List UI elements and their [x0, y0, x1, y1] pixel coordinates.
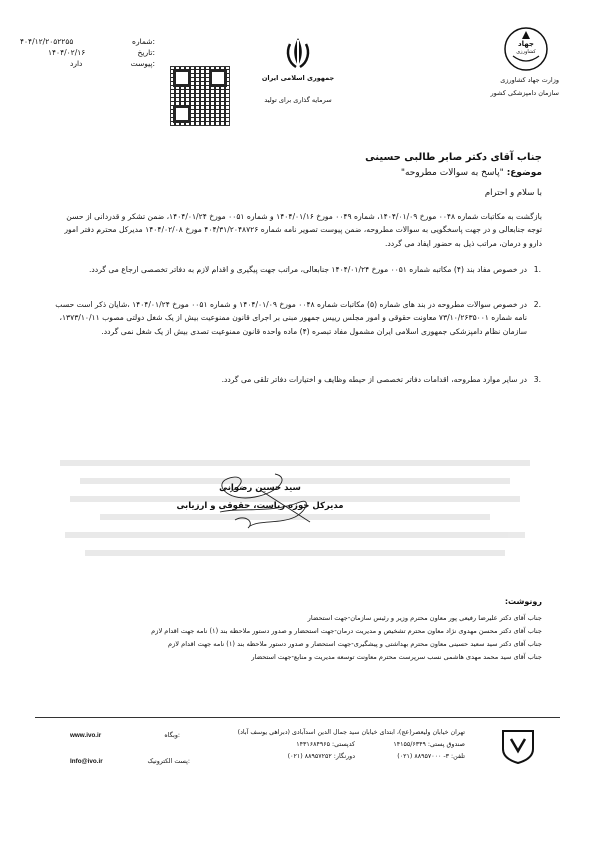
signatory-title: مدیرکل حوزه ریاست، حقوقی و ارزیابی — [176, 501, 344, 511]
cc-line: جناب آقای دکتر سید سعید حسینی معاون محترم بهداشتی و پیشگیری-جهت استحضار و صدور دستور ملاحظه بند (۱) نامه جهت اقدام لازم — [168, 640, 542, 648]
addressee: جناب آقای دکتر صابر طالبی حسینی — [365, 152, 542, 163]
cc-line: جناب آقای سید محمد مهدی هاشمی نسب سرپرست محترم معاونت توسعه مدیریت و منابع-جهت استحضار — [251, 653, 542, 661]
list-item — [55, 263, 541, 276]
footer-contact — [70, 730, 190, 770]
footer-logo — [487, 727, 549, 767]
cc-list — [32, 612, 542, 664]
letter-number-label: :شماره — [132, 37, 155, 46]
item-text: در خصوص سوالات مطروحه در بند های شماره (۵) مکاتبات شماره ۰۰۴۸ مورخ ۱۴۰۴/۰۱/۰۹ و شماره ۰۰۵۱ مورخ ۱۴۰۴/۰۱/۲۴ ،شایان ذکر است حسب نامه شماره ۷۳/۱۰/۲۶۳۵۰۰۱ معاونت حقوقی و امور مجلس رییس جمهور مبنی بر اجرای قانون ممنوعیت بیش از یک شغل دولتی مصوب ۱۳۷۳/۱۰/۱۱، سازمان نظام دامپزشکی جمهوری اسلامی ایران مشمول مفاد تبصره (۴) ماده واحده قانون ممنوعیت تصدی بیش از یک شغل نمی گردد. — [55, 300, 527, 336]
iran-emblem-icon — [284, 36, 312, 70]
ministry-logo-text-1: جهاد — [518, 40, 534, 48]
postal-box: صندوق پستی: ۱۴۱۵۵/۶۳۴۹ — [393, 741, 465, 748]
greeting: با سلام و احترام — [484, 188, 542, 198]
website-link[interactable]: www.ivo.ir — [70, 732, 102, 739]
item-text: در خصوص مفاد بند (۴) مکاتبه شماره ۰۰۵۱ مورخ ۱۴۰۴/۰۱/۲۴ جنابعالی، مراتب جهت پیگیری و اقدام لازم به دفاتر تخصصی ارجاع می گردد. — [89, 265, 527, 274]
letter-number-value: ۴۰۴/۱۲/۲۰۵۲۲۵۵ — [20, 37, 74, 46]
slogan: سرمایه گذاری برای تولید — [264, 96, 332, 104]
ivo-logo-icon — [487, 727, 549, 767]
ministry-logo — [503, 26, 549, 72]
postal-code: کدپستی: ۱۴۳۱۶۸۴۹۶۵ — [296, 741, 355, 748]
item-number: .1 — [533, 265, 541, 274]
intro-paragraph: بازگشت به مکاتبات شماره ۰۰۴۸ مورخ ۱۴۰۴/۰۱/۰۹، شماره ۰۰۴۹ مورخ ۱۴۰۴/۰۱/۱۶ و شماره ۰۰۵۱ مورخ ۱۴۰۴/۰۱/۲۴، ضمن تشکر و قدردانی از حسن توجه جنابعالی و در جهت پاسخگویی به سوالات مطروحه، ضمن پیوست تصویر نامه شماره ۴۰۴/۳۱/۲۰۴۸۷۲۶ مورخ ۱۴۰۴/۰۲/۰۸ مدیرکل محترم دفتر امور دارو و درمان، مراتب ذیل به حضور ایفاد می گردد. — [64, 212, 542, 248]
fax: دورنگار: ۸۸۹۵۷۲۵۲ (۰۲۱) — [287, 753, 355, 760]
letter-date-label: :تاریخ — [137, 48, 155, 57]
org-name: سازمان دامپزشکی کشور — [490, 89, 559, 97]
cc-line: جناب آقای دکتر علیرضا رفیعی پور معاون محترم وزیر و رئیس سازمان-جهت استحضار — [307, 614, 542, 622]
footer-address — [225, 727, 465, 760]
iran-caption: جمهوری اسلامی ایران — [261, 74, 335, 82]
item-number: .2 — [533, 300, 541, 309]
subject-value: "پاسخ به سوالات مطروحه" — [400, 168, 504, 178]
letter-date-value: ۱۴۰۴/۰۲/۱۶ — [48, 48, 86, 57]
footer-divider — [35, 717, 560, 718]
letter-attachment — [20, 58, 155, 69]
website-label: وبگاه: — [164, 732, 180, 739]
list-item — [55, 373, 541, 386]
cc-title: رونوشت: — [504, 597, 542, 606]
address-line: تهران خیابان ولیعصر(عج)، ابتدای خیابان سید جمال الدین اسدآبادی (دبراهی یوسف آباد) — [237, 729, 465, 736]
letter-number — [20, 36, 155, 47]
handwritten-signature-icon — [200, 462, 330, 532]
letter-attachment-label: :پیوست — [130, 59, 155, 68]
letter-meta — [20, 36, 155, 69]
subject-label: موضوع: — [506, 168, 542, 178]
cc-line: جناب آقای دکتر محسن مهدوی نژاد معاون محترم تشخیص و مدیریت درمان-جهت استحضار و صدور دستور ملاحظه بند (۱) نامه جهت اقدام لازم — [151, 627, 542, 635]
item-number: .3 — [533, 375, 541, 384]
ministry-name: وزارت جهاد کشاورزی — [500, 76, 559, 84]
letter-attachment-value: دارد — [70, 59, 83, 68]
ministry-logo-text-2: کشاورزی — [516, 49, 536, 55]
email-label: پست الکترونیک: — [147, 758, 190, 765]
item-text: در سایر موارد مطروحه، اقدامات دفاتر تخصصی از حیطه وظایف و اختیارات دفاتر تلقی می گردد. — [221, 375, 527, 384]
email-link[interactable]: Info@ivo.ir — [70, 758, 103, 765]
letter-date — [20, 47, 155, 58]
signatory-name: سید حسین رضوانی — [219, 483, 301, 493]
list-item — [55, 298, 541, 338]
subject — [142, 168, 542, 178]
phone: تلفن: ۳- ۸۸۹۵۷۰۰۰ (۰۲۱) — [397, 753, 465, 760]
qr-code — [170, 66, 230, 126]
